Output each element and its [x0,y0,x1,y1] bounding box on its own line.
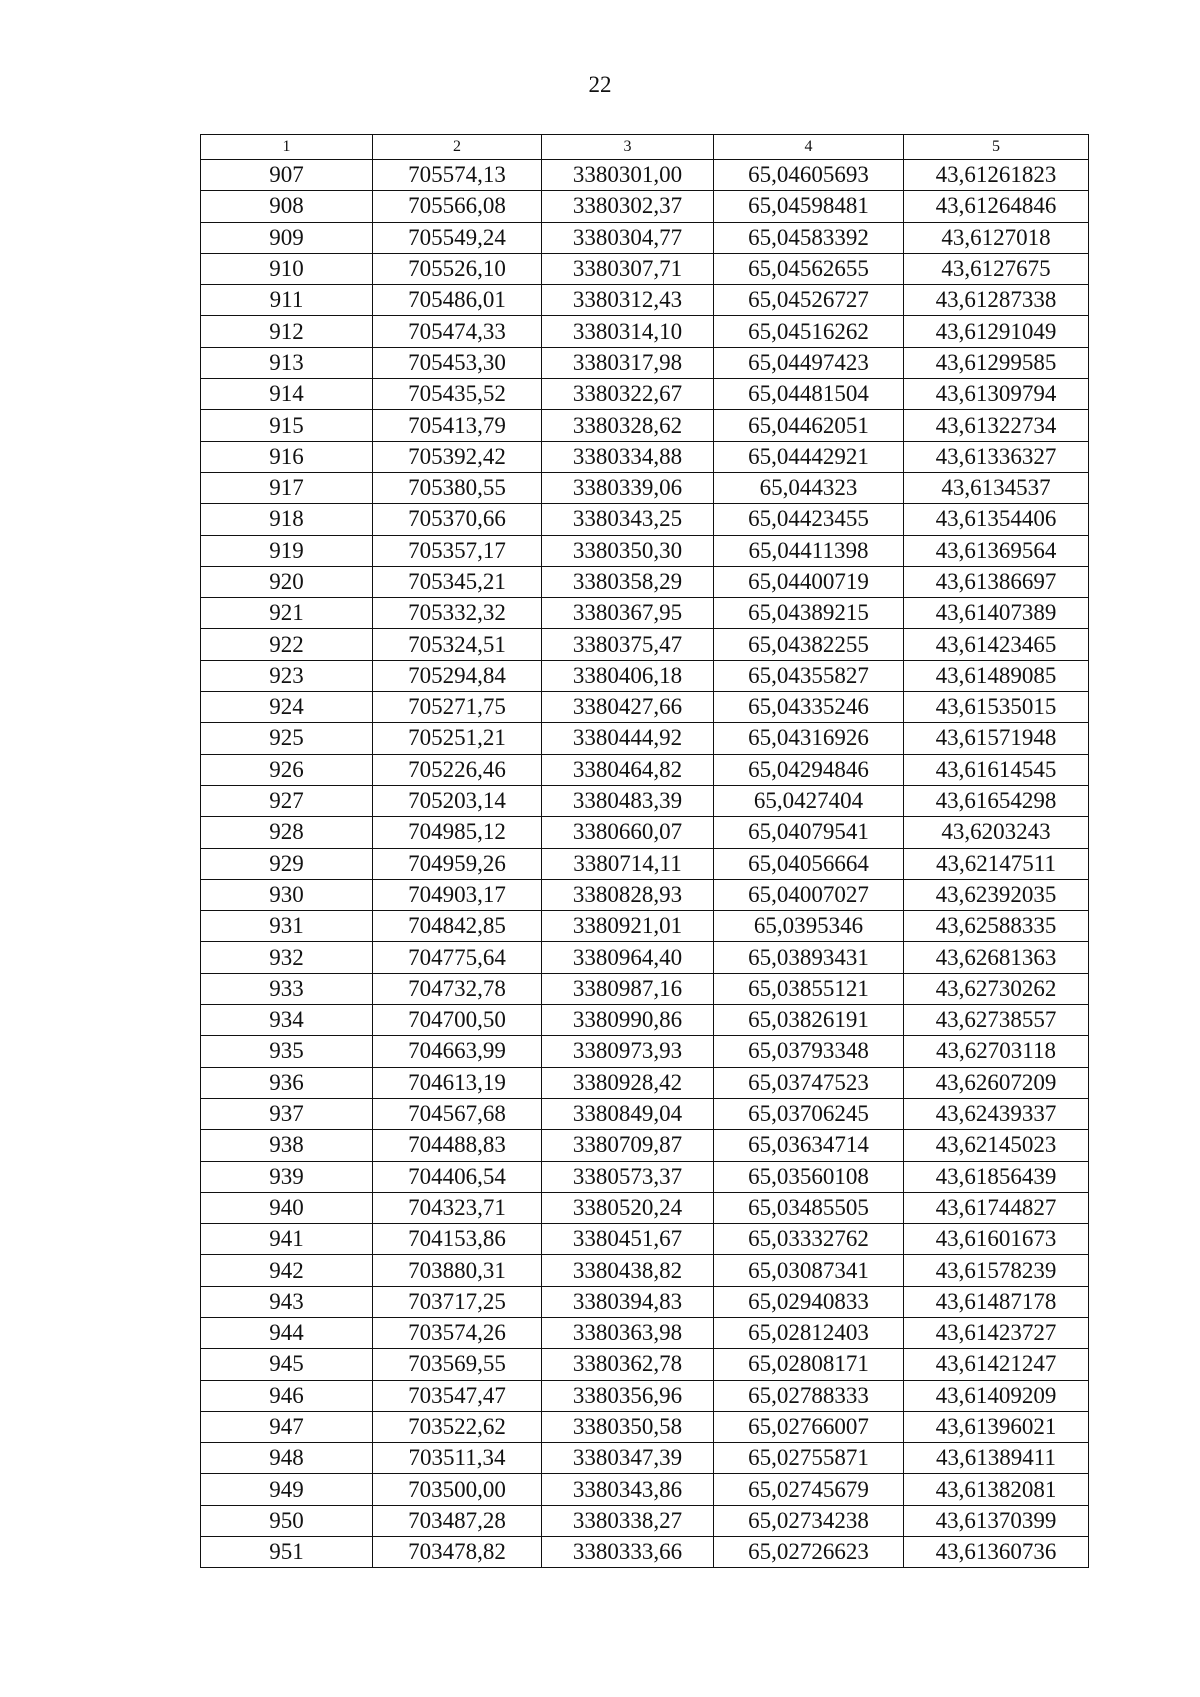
table-cell-col-1: 916 [201,441,373,472]
table-cell-col-5: 43,61409209 [904,1380,1089,1411]
table-cell-col-3: 3380307,71 [542,253,714,284]
table-cell-col-4: 65,03826191 [714,1005,904,1036]
table-cell-col-4: 65,02808171 [714,1349,904,1380]
table-cell-col-1: 931 [201,911,373,942]
table-row [201,1411,1089,1442]
table-cell-col-1: 933 [201,973,373,1004]
table-row [201,191,1089,222]
table-cell-col-5: 43,61386697 [904,566,1089,597]
table-cell-col-3: 3380328,62 [542,410,714,441]
table-cell-col-5: 43,6203243 [904,817,1089,848]
table-row [201,754,1089,785]
table-cell-col-5: 43,61601673 [904,1224,1089,1255]
table-cell-col-3: 3380350,30 [542,535,714,566]
table-cell-col-4: 65,04562655 [714,253,904,284]
table-cell-col-5: 43,61396021 [904,1411,1089,1442]
table-cell-col-4: 65,04335246 [714,692,904,723]
table-cell-col-1: 907 [201,160,373,191]
coordinates-table [200,134,1089,1568]
table-cell-col-3: 3380304,77 [542,222,714,253]
table-row [201,1161,1089,1192]
table-row [201,1224,1089,1255]
table-cell-col-1: 944 [201,1317,373,1348]
table-cell-col-3: 3380928,42 [542,1067,714,1098]
column-header-1: 1 [201,135,373,160]
table-cell-col-3: 3380317,98 [542,347,714,378]
table-cell-col-4: 65,04481504 [714,379,904,410]
table-cell-col-4: 65,04526727 [714,285,904,316]
table-row [201,1286,1089,1317]
table-cell-col-4: 65,03747523 [714,1067,904,1098]
table-cell-col-4: 65,03706245 [714,1098,904,1129]
table-row [201,1505,1089,1536]
table-cell-col-1: 943 [201,1286,373,1317]
table-cell-col-5: 43,62439337 [904,1098,1089,1129]
table-cell-col-2: 705251,21 [373,723,542,754]
table-cell-col-3: 3380464,82 [542,754,714,785]
table-cell-col-5: 43,61354406 [904,504,1089,535]
table-cell-col-5: 43,62703118 [904,1036,1089,1067]
table-cell-col-1: 908 [201,191,373,222]
table-cell-col-4: 65,04056664 [714,848,904,879]
table-cell-col-5: 43,61370399 [904,1505,1089,1536]
table-cell-col-2: 703574,26 [373,1317,542,1348]
table-cell-col-1: 930 [201,879,373,910]
table-cell-col-2: 705324,51 [373,629,542,660]
table-cell-col-4: 65,04411398 [714,535,904,566]
table-cell-col-1: 911 [201,285,373,316]
table-header [201,135,1089,160]
table-cell-col-2: 704323,71 [373,1192,542,1223]
table-cell-col-5: 43,61535015 [904,692,1089,723]
table-cell-col-1: 946 [201,1380,373,1411]
table-row [201,817,1089,848]
table-cell-col-3: 3380343,86 [542,1474,714,1505]
table-cell-col-2: 704903,17 [373,879,542,910]
table-cell-col-3: 3380347,39 [542,1443,714,1474]
table-cell-col-4: 65,03893431 [714,942,904,973]
table-cell-col-4: 65,03634714 [714,1130,904,1161]
table-cell-col-5: 43,61489085 [904,660,1089,691]
column-header-3: 3 [542,135,714,160]
table-row [201,222,1089,253]
table-row [201,942,1089,973]
table-cell-col-5: 43,61336327 [904,441,1089,472]
table-row [201,1255,1089,1286]
table-cell-col-2: 703717,25 [373,1286,542,1317]
column-header-4: 4 [714,135,904,160]
table-cell-col-2: 705549,24 [373,222,542,253]
table-cell-col-5: 43,62145023 [904,1130,1089,1161]
table-cell-col-1: 924 [201,692,373,723]
table-cell-col-2: 704959,26 [373,848,542,879]
table-row [201,1005,1089,1036]
table-cell-col-3: 3380451,67 [542,1224,714,1255]
table-cell-col-2: 705474,33 [373,316,542,347]
table-cell-col-4: 65,04462051 [714,410,904,441]
table-cell-col-1: 939 [201,1161,373,1192]
table-row [201,472,1089,503]
table-cell-col-4: 65,04423455 [714,504,904,535]
table-cell-col-2: 704732,78 [373,973,542,1004]
table-cell-col-2: 704406,54 [373,1161,542,1192]
table-cell-col-2: 705357,17 [373,535,542,566]
page-number: 22 [588,72,612,97]
table-cell-col-3: 3380660,07 [542,817,714,848]
table-row [201,504,1089,535]
table-row [201,1474,1089,1505]
table-cell-col-2: 704613,19 [373,1067,542,1098]
table-cell-col-2: 704985,12 [373,817,542,848]
table-cell-col-3: 3380483,39 [542,785,714,816]
table-cell-col-2: 705203,14 [373,785,542,816]
table-cell-col-5: 43,61423727 [904,1317,1089,1348]
table-cell-col-3: 3380301,00 [542,160,714,191]
table-cell-col-5: 43,61264846 [904,191,1089,222]
table-row [201,347,1089,378]
table-row [201,441,1089,472]
table-cell-col-3: 3380302,37 [542,191,714,222]
table-cell-col-2: 705526,10 [373,253,542,284]
table-cell-col-5: 43,61261823 [904,160,1089,191]
table-cell-col-4: 65,03560108 [714,1161,904,1192]
table-cell-col-1: 928 [201,817,373,848]
table-cell-col-1: 921 [201,598,373,629]
table-cell-col-2: 705566,08 [373,191,542,222]
table-cell-col-5: 43,61856439 [904,1161,1089,1192]
table-cell-col-2: 705574,13 [373,160,542,191]
table-cell-col-1: 912 [201,316,373,347]
table-row [201,598,1089,629]
table-cell-col-4: 65,02788333 [714,1380,904,1411]
table-cell-col-5: 43,61299585 [904,347,1089,378]
table-cell-col-3: 3380375,47 [542,629,714,660]
table-row [201,1098,1089,1129]
table-cell-col-5: 43,62147511 [904,848,1089,879]
table-row [201,692,1089,723]
table-cell-col-2: 704153,86 [373,1224,542,1255]
table-cell-col-4: 65,04516262 [714,316,904,347]
table-cell-col-3: 3380394,83 [542,1286,714,1317]
table-cell-col-1: 951 [201,1537,373,1568]
table-cell-col-1: 945 [201,1349,373,1380]
table-cell-col-2: 704663,99 [373,1036,542,1067]
table-cell-col-5: 43,61423465 [904,629,1089,660]
table-cell-col-3: 3380363,98 [542,1317,714,1348]
table-row [201,1317,1089,1348]
table-cell-col-1: 950 [201,1505,373,1536]
table-cell-col-5: 43,61369564 [904,535,1089,566]
table-cell-col-4: 65,04605693 [714,160,904,191]
table-cell-col-2: 705453,30 [373,347,542,378]
table-row [201,911,1089,942]
table-cell-col-4: 65,03087341 [714,1255,904,1286]
table-cell-col-5: 43,61571948 [904,723,1089,754]
table-cell-col-2: 705332,32 [373,598,542,629]
table-cell-col-1: 940 [201,1192,373,1223]
table-cell-col-4: 65,0395346 [714,911,904,942]
table-cell-col-2: 705435,52 [373,379,542,410]
table-cell-col-1: 947 [201,1411,373,1442]
header-row [201,135,1089,160]
table-cell-col-1: 922 [201,629,373,660]
table-cell-col-2: 705294,84 [373,660,542,691]
table-row [201,1537,1089,1568]
table-cell-col-3: 3380828,93 [542,879,714,910]
table-cell-col-3: 3380338,27 [542,1505,714,1536]
table-cell-col-5: 43,62588335 [904,911,1089,942]
table-cell-col-1: 927 [201,785,373,816]
table-cell-col-3: 3380427,66 [542,692,714,723]
table-cell-col-2: 703500,00 [373,1474,542,1505]
table-cell-col-5: 43,61291049 [904,316,1089,347]
table-row [201,1036,1089,1067]
table-cell-col-4: 65,04355827 [714,660,904,691]
table-cell-col-1: 938 [201,1130,373,1161]
column-header-2: 2 [373,135,542,160]
table-cell-col-3: 3380343,25 [542,504,714,535]
table-cell-col-3: 3380921,01 [542,911,714,942]
table-cell-col-1: 917 [201,472,373,503]
table-cell-col-2: 703478,82 [373,1537,542,1568]
table-cell-col-3: 3380520,24 [542,1192,714,1223]
table-cell-col-3: 3380362,78 [542,1349,714,1380]
table-cell-col-1: 923 [201,660,373,691]
table-cell-col-3: 3380990,86 [542,1005,714,1036]
table-cell-col-2: 705380,55 [373,472,542,503]
table-cell-col-5: 43,61421247 [904,1349,1089,1380]
table-cell-col-5: 43,61382081 [904,1474,1089,1505]
table-cell-col-5: 43,61487178 [904,1286,1089,1317]
table-row [201,160,1089,191]
table-row [201,253,1089,284]
table-cell-col-2: 704567,68 [373,1098,542,1129]
table-cell-col-3: 3380709,87 [542,1130,714,1161]
table-cell-col-4: 65,02726623 [714,1537,904,1568]
table-cell-col-1: 919 [201,535,373,566]
table-cell-col-1: 935 [201,1036,373,1067]
table-row [201,879,1089,910]
table-cell-col-4: 65,02755871 [714,1443,904,1474]
table-cell-col-4: 65,02812403 [714,1317,904,1348]
table-cell-col-4: 65,04294846 [714,754,904,785]
table-row [201,660,1089,691]
table-cell-col-1: 918 [201,504,373,535]
table-cell-col-2: 705226,46 [373,754,542,785]
table-cell-col-3: 3380350,58 [542,1411,714,1442]
table-cell-col-3: 3380333,66 [542,1537,714,1568]
table-cell-col-3: 3380973,93 [542,1036,714,1067]
table-cell-col-5: 43,61407389 [904,598,1089,629]
table-row [201,379,1089,410]
table-cell-col-5: 43,62607209 [904,1067,1089,1098]
table-cell-col-3: 3380367,95 [542,598,714,629]
table-cell-col-2: 705345,21 [373,566,542,597]
table-cell-col-3: 3380356,96 [542,1380,714,1411]
table-cell-col-4: 65,04079541 [714,817,904,848]
table-cell-col-2: 704700,50 [373,1005,542,1036]
table-cell-col-4: 65,044323 [714,472,904,503]
table-cell-col-5: 43,61744827 [904,1192,1089,1223]
table-cell-col-2: 705392,42 [373,441,542,472]
table-row [201,785,1089,816]
table-cell-col-5: 43,6134537 [904,472,1089,503]
table-cell-col-1: 932 [201,942,373,973]
table-cell-col-5: 43,61287338 [904,285,1089,316]
table-cell-col-3: 3380358,29 [542,566,714,597]
table-cell-col-5: 43,61389411 [904,1443,1089,1474]
table-cell-col-4: 65,02766007 [714,1411,904,1442]
table-cell-col-5: 43,62681363 [904,942,1089,973]
table-cell-col-1: 941 [201,1224,373,1255]
table-cell-col-5: 43,61360736 [904,1537,1089,1568]
table-cell-col-2: 704488,83 [373,1130,542,1161]
table-cell-col-4: 65,0427404 [714,785,904,816]
table-cell-col-4: 65,03793348 [714,1036,904,1067]
table-cell-col-1: 909 [201,222,373,253]
table-cell-col-4: 65,03485505 [714,1192,904,1223]
table-row [201,1130,1089,1161]
table-cell-col-5: 43,61322734 [904,410,1089,441]
table-cell-col-4: 65,04389215 [714,598,904,629]
table-cell-col-3: 3380714,11 [542,848,714,879]
table-cell-col-1: 910 [201,253,373,284]
table-body [201,160,1089,1568]
table-cell-col-3: 3380438,82 [542,1255,714,1286]
table-cell-col-3: 3380322,67 [542,379,714,410]
table-cell-col-3: 3380339,06 [542,472,714,503]
table-cell-col-3: 3380314,10 [542,316,714,347]
table-cell-col-4: 65,04598481 [714,191,904,222]
table-cell-col-4: 65,04400719 [714,566,904,597]
table-cell-col-3: 3380573,37 [542,1161,714,1192]
table-cell-col-1: 937 [201,1098,373,1129]
table-cell-col-3: 3380444,92 [542,723,714,754]
table-cell-col-2: 705370,66 [373,504,542,535]
table-row [201,848,1089,879]
table-cell-col-4: 65,02734238 [714,1505,904,1536]
table-row [201,566,1089,597]
table-cell-col-5: 43,62730262 [904,973,1089,1004]
table-row [201,629,1089,660]
table-cell-col-5: 43,61614545 [904,754,1089,785]
table-cell-col-1: 920 [201,566,373,597]
table-cell-col-4: 65,02745679 [714,1474,904,1505]
table-cell-col-1: 936 [201,1067,373,1098]
table-row [201,1067,1089,1098]
table-cell-col-1: 925 [201,723,373,754]
table-cell-col-2: 704775,64 [373,942,542,973]
table-row [201,723,1089,754]
table-cell-col-2: 703511,34 [373,1443,542,1474]
table-cell-col-1: 915 [201,410,373,441]
table-cell-col-5: 43,62392035 [904,879,1089,910]
table-cell-col-3: 3380964,40 [542,942,714,973]
table-row [201,410,1089,441]
table-cell-col-4: 65,04442921 [714,441,904,472]
table-cell-col-4: 65,02940833 [714,1286,904,1317]
table-row [201,1443,1089,1474]
table-cell-col-5: 43,61578239 [904,1255,1089,1286]
table-cell-col-2: 704842,85 [373,911,542,942]
table-cell-col-5: 43,6127018 [904,222,1089,253]
table-cell-col-1: 942 [201,1255,373,1286]
table-cell-col-5: 43,61309794 [904,379,1089,410]
table-cell-col-1: 929 [201,848,373,879]
table-cell-col-5: 43,61654298 [904,785,1089,816]
column-header-5: 5 [904,135,1089,160]
table-cell-col-4: 65,03332762 [714,1224,904,1255]
table-cell-col-3: 3380987,16 [542,973,714,1004]
table-cell-col-4: 65,04316926 [714,723,904,754]
table-cell-col-1: 934 [201,1005,373,1036]
table-cell-col-5: 43,6127675 [904,253,1089,284]
table-row [201,973,1089,1004]
table-row [201,1380,1089,1411]
table-cell-col-1: 913 [201,347,373,378]
table-cell-col-2: 705413,79 [373,410,542,441]
table-cell-col-1: 948 [201,1443,373,1474]
table-row [201,535,1089,566]
table-cell-col-2: 703880,31 [373,1255,542,1286]
table-cell-col-2: 703569,55 [373,1349,542,1380]
table-cell-col-3: 3380334,88 [542,441,714,472]
table-cell-col-2: 703522,62 [373,1411,542,1442]
table-cell-col-3: 3380312,43 [542,285,714,316]
table-cell-col-4: 65,04007027 [714,879,904,910]
table-cell-col-1: 949 [201,1474,373,1505]
table-cell-col-4: 65,03855121 [714,973,904,1004]
table-cell-col-2: 705486,01 [373,285,542,316]
table-cell-col-5: 43,62738557 [904,1005,1089,1036]
table-cell-col-2: 703487,28 [373,1505,542,1536]
table-cell-col-1: 914 [201,379,373,410]
table-cell-col-3: 3380849,04 [542,1098,714,1129]
table-cell-col-4: 65,04382255 [714,629,904,660]
table-row [201,1349,1089,1380]
table-cell-col-1: 926 [201,754,373,785]
table-row [201,285,1089,316]
table-cell-col-4: 65,04497423 [714,347,904,378]
table-cell-col-2: 705271,75 [373,692,542,723]
table-row [201,316,1089,347]
table-cell-col-2: 703547,47 [373,1380,542,1411]
table-cell-col-4: 65,04583392 [714,222,904,253]
table-row [201,1192,1089,1223]
table-cell-col-3: 3380406,18 [542,660,714,691]
